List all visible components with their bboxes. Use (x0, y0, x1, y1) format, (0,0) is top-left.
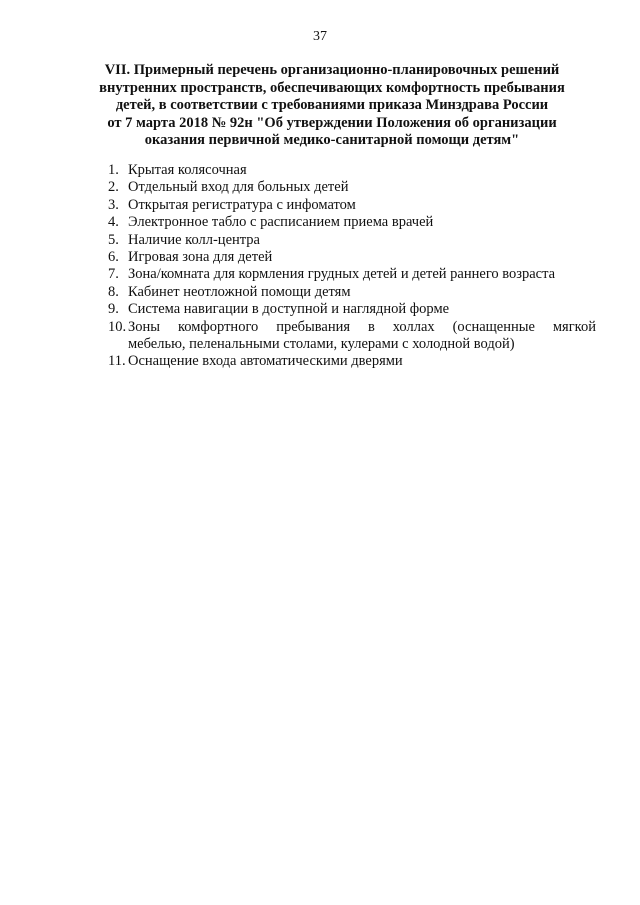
list-item (108, 179, 596, 196)
item-number: 5. (108, 231, 119, 248)
item-number: 2. (108, 179, 119, 196)
heading-line: оказания первичной медико-санитарной помощи детям" (144, 132, 520, 149)
item-number: 7. (108, 266, 119, 283)
list-item (108, 266, 596, 283)
list-item (108, 197, 596, 214)
item-text: Оснащение входа автоматическими дверями (128, 353, 403, 370)
solutions-list (108, 162, 596, 371)
item-number: 6. (108, 249, 119, 266)
item-number: 11. (108, 353, 126, 370)
item-word: (оснащенные (452, 318, 535, 335)
item-text-line1 (128, 319, 596, 336)
list-item (108, 319, 596, 354)
item-word: комфортного (177, 318, 259, 335)
item-text: Крытая колясочная (128, 162, 247, 178)
item-word: пребывания (276, 318, 351, 335)
heading-line: от 7 марта 2018 № 92н "Об утверждении Положения об организации (107, 114, 557, 131)
section-heading (70, 62, 594, 150)
heading-line: внутренних пространств, обеспечивающих комфортность пребывания (99, 79, 565, 96)
item-word: мягкой (552, 318, 596, 335)
heading-line: детей, в соответствии с требованиями приказа Минздрава России (115, 97, 549, 114)
item-text: Система навигации в доступной и наглядной форме (128, 301, 450, 318)
item-text: Игровая зона для детей (128, 249, 273, 266)
list-item (108, 284, 596, 301)
list-item (108, 301, 596, 318)
item-number: 3. (108, 196, 119, 213)
item-number: 10. (108, 318, 127, 335)
item-number: 8. (108, 283, 119, 300)
item-text: Электронное табло с расписанием приема врачей (128, 214, 434, 231)
item-text: Кабинет неотложной помощи детям (128, 283, 351, 300)
list-item (108, 214, 596, 231)
item-number: 4. (108, 214, 119, 231)
list-item (108, 249, 596, 266)
list-item (108, 162, 596, 179)
item-word: в (367, 318, 375, 335)
page-number: 37 (313, 29, 327, 44)
list-item (108, 232, 596, 249)
list-item (108, 353, 596, 370)
item-number: 9. (108, 301, 119, 318)
item-text-line2: мебелью, пеленальными столами, кулерами с холодной водой) (128, 336, 515, 353)
item-text: Наличие колл-центра (128, 231, 260, 248)
item-word: Зоны (128, 318, 161, 335)
heading-line: VII. Примерный перечень организационно-планировочных решений (104, 62, 560, 78)
item-text: Зона/комната для кормления грудных детей и детей раннего возраста (128, 266, 556, 283)
item-text: Отдельный вход для больных детей (128, 179, 349, 196)
item-word: холлах (392, 318, 435, 335)
item-text: Открытая регистратура с инфоматом (128, 196, 356, 213)
item-number: 1. (108, 162, 119, 178)
